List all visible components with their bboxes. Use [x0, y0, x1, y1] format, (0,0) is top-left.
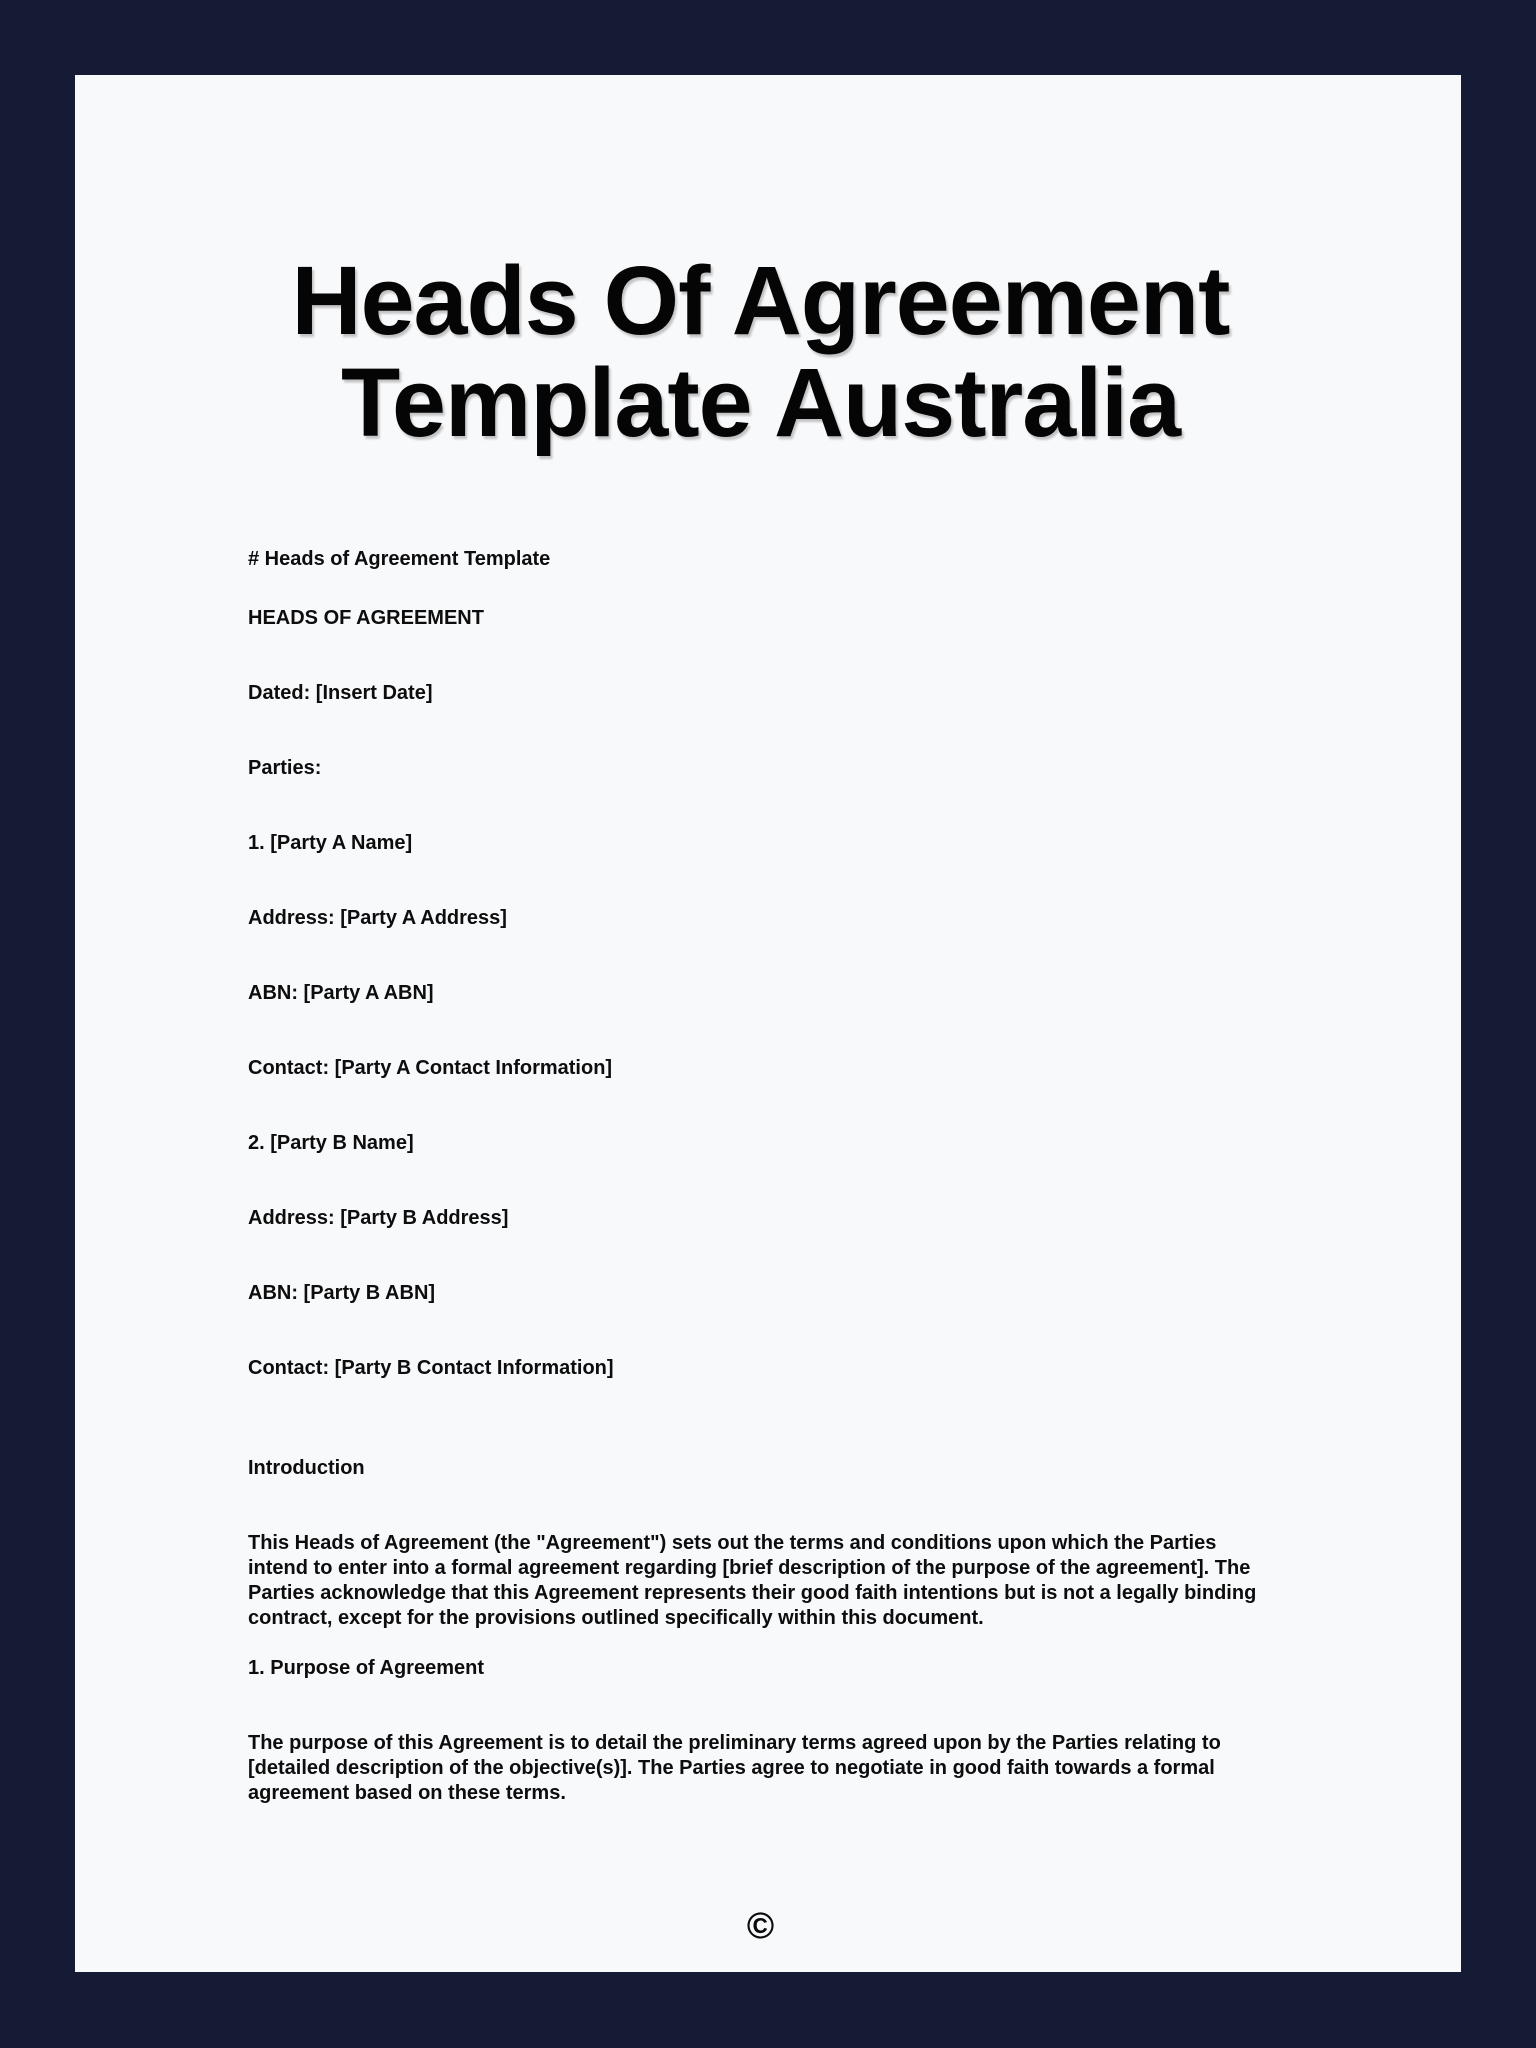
field-party-a-contact: Contact: [Party A Contact Information]: [248, 1057, 613, 1079]
document-content: [75, 246, 1273, 1946]
field-party-a-name: 1. [Party A Name]: [248, 832, 413, 854]
copyright-icon: ©: [746, 1905, 775, 1946]
document-heading: HEADS OF AGREEMENT: [248, 607, 484, 629]
document-page: [75, 75, 1461, 1972]
field-party-a-abn: ABN: [Party A ABN]: [248, 982, 434, 1004]
page-title-line1: Heads Of Agreement: [291, 246, 1230, 355]
page-title-line2: Template Australia: [340, 348, 1181, 457]
field-party-b-address: Address: [Party B Address]: [248, 1207, 509, 1229]
page-title: [248, 246, 1273, 457]
field-party-a-address: Address: [Party A Address]: [248, 907, 507, 929]
field-parties-label: Parties:: [248, 757, 322, 779]
introduction-paragraph: This Heads of Agreement (the "Agreement") sets out the terms and conditions upon which the Parties intend to enter into a formal agreement regarding [brief description of the purpose of the agreement]. The Parties acknowledge that this Agreement represents their good faith intentions but is not a legally binding contract, except for the provisions outlined specifically within this document.: [248, 1532, 1257, 1629]
introduction-heading: Introduction: [248, 1457, 365, 1479]
markdown-heading: # Heads of Agreement Template: [248, 548, 551, 570]
purpose-heading: 1. Purpose of Agreement: [248, 1657, 484, 1679]
field-party-b-abn: ABN: [Party B ABN]: [248, 1282, 436, 1304]
purpose-paragraph: The purpose of this Agreement is to detail the preliminary terms agreed upon by the Parties relating to [detailed description of the objective(s)]. The Parties agree to negotiate in good faith towards a formal agreement based on these terms.: [248, 1732, 1221, 1804]
field-party-b-name: 2. [Party B Name]: [248, 1132, 414, 1154]
field-party-b-contact: Contact: [Party B Contact Information]: [248, 1357, 614, 1379]
field-dated: Dated: [Insert Date]: [248, 682, 433, 704]
